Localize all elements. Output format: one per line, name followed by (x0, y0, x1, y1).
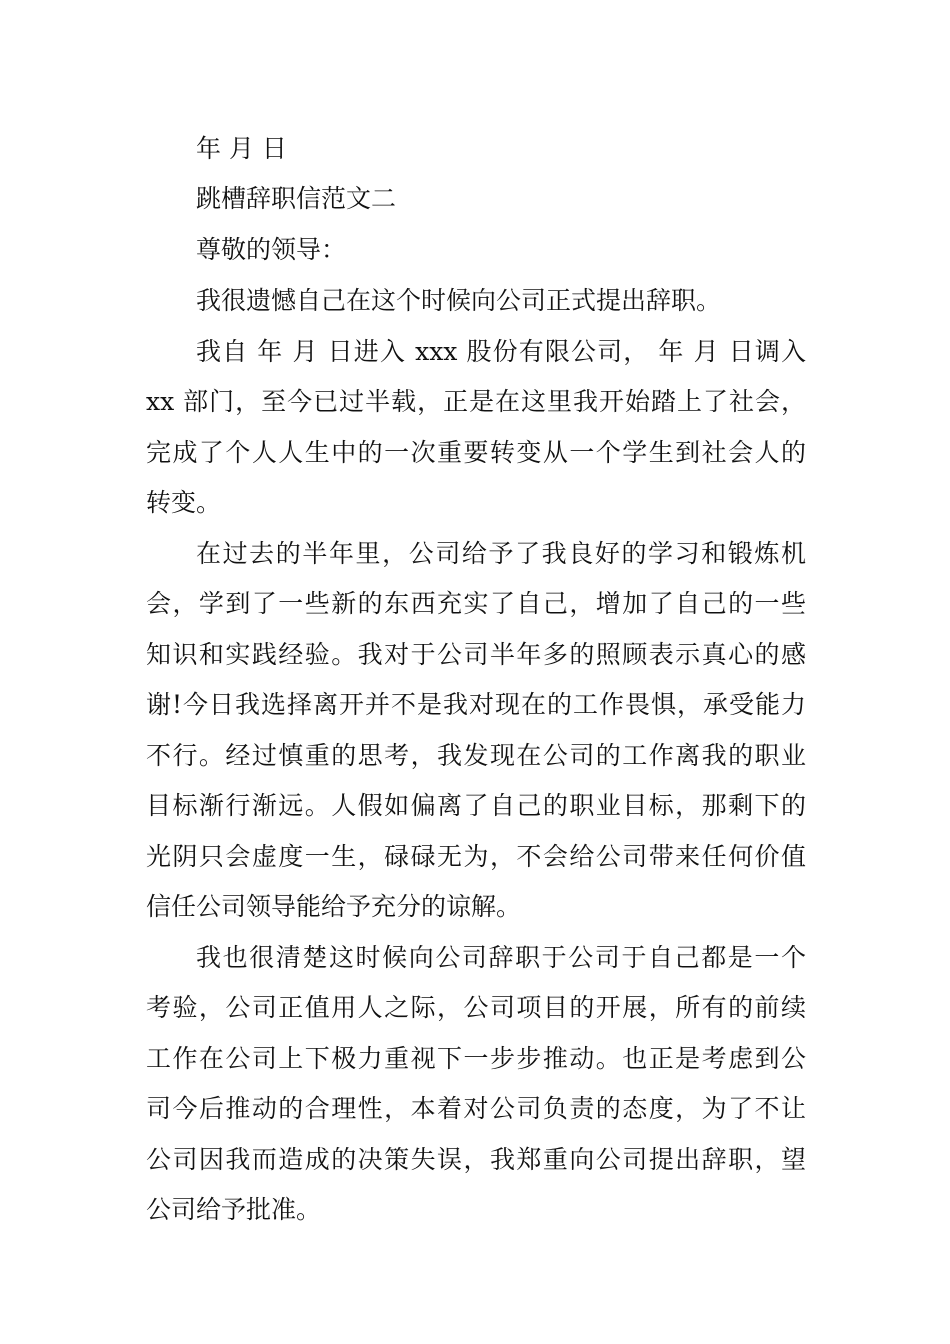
paragraph-line: 完成了个人人生中的一次重要转变从一个学生到社会人的 (146, 438, 806, 467)
paragraph-line: 不行。经过慎重的思考，我发现在公司的工作离我的职业 (146, 741, 806, 770)
date-line: 年 月 日 (196, 134, 287, 163)
paragraph-line: 转变。 (146, 488, 222, 517)
paragraph-line: 我也很清楚这时候向公司辞职于公司于自己都是一个 (196, 943, 806, 972)
paragraph-line: 光阴只会虚度一生，碌碌无为，不会给公司带来任何价值 (146, 842, 806, 871)
paragraph-line: 知识和实践经验。我对于公司半年多的照顾表示真心的感 (146, 640, 806, 669)
document-title: 跳槽辞职信范文二 (196, 184, 397, 213)
paragraph-line: 考验，公司正值用人之际，公司项目的开展，所有的前续 (146, 993, 806, 1022)
paragraph-line: 在过去的半年里，公司给予了我良好的学习和锻炼机 (196, 539, 806, 568)
paragraph-line: 我自 年 月 日进入 xxx 股份有限公司， 年 月 日调入 (196, 337, 806, 366)
paragraph-line: 我很遗憾自己在这个时候向公司正式提出辞职。 (196, 286, 722, 315)
salutation: 尊敬的领导： (196, 235, 347, 264)
paragraph-line: 会，学到了一些新的东西充实了自己，增加了自己的一些 (146, 589, 806, 618)
paragraph-line: xx 部门，至今已过半载，正是在这里我开始踏上了社会， (146, 387, 806, 416)
paragraph-line: 目标渐行渐远。人假如偏离了自己的职业目标，那剩下的 (146, 791, 806, 820)
paragraph-line: 公司因我而造成的决策失误，我郑重向公司提出辞职，望 (146, 1145, 806, 1174)
paragraph-line: 谢!今日我选择离开并不是我对现在的工作畏惧，承受能力 (146, 690, 806, 719)
paragraph-line: 工作在公司上下极力重视下一步步推动。也正是考虑到公 (146, 1044, 806, 1073)
paragraph-line: 公司给予批准。 (146, 1195, 322, 1224)
paragraph-line: 司今后推动的合理性，本着对公司负责的态度，为了不让 (146, 1094, 806, 1123)
paragraph-line: 信任公司领导能给予充分的谅解。 (146, 892, 522, 921)
